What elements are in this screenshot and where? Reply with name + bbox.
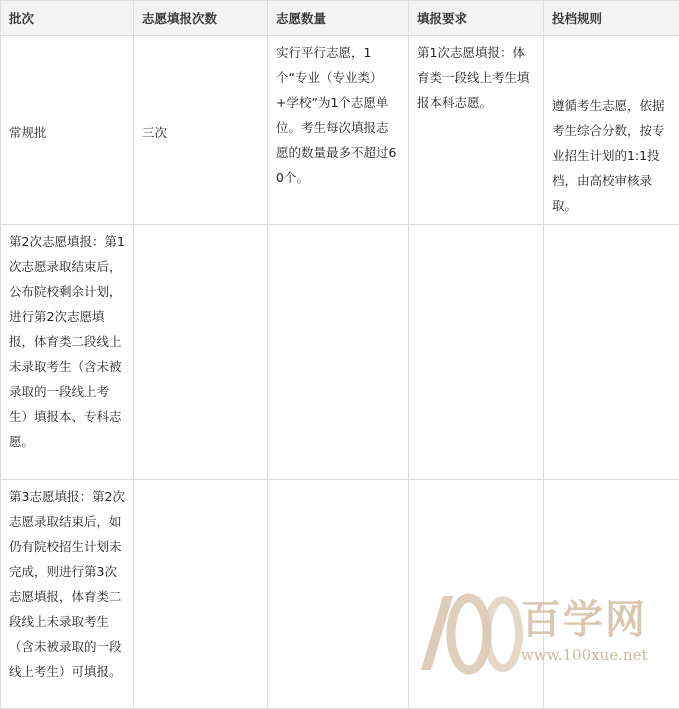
cell-submission-rule: 遵循考生志愿，依据考生综合分数，按专业招生计划的1:1投档，由高校审核录取。: [544, 36, 679, 225]
cell-empty: [409, 480, 544, 709]
table-header-row: [1, 1, 679, 36]
cell-empty: [134, 225, 268, 480]
cell-fill-requirement: 第1次志愿填报：体育类一段线上考生填报本科志愿。: [409, 36, 544, 225]
table-row: [1, 36, 679, 225]
cell-empty: [544, 225, 679, 480]
cell-volunteer-count: 实行平行志愿，1个“专业（专业类）+学校”为1个志愿单位。考生每次填报志愿的数量最多不超过60个。: [268, 36, 409, 225]
watermark-brand: 百学网: [521, 588, 647, 645]
cell-empty: [268, 480, 409, 709]
cell-second-round: 第2次志愿填报：第1次志愿录取结束后，公布院校剩余计划，进行第2次志愿填报，体育类二段线上未录取考生（含未被录取的一段线上考生）填报本、专科志愿。: [1, 225, 134, 480]
cell-batch: 常规批: [1, 36, 134, 225]
table-row: [1, 480, 679, 709]
header-volunteer-count: 志愿数量: [268, 1, 409, 36]
header-batch: 批次: [1, 1, 134, 36]
table-row: [1, 225, 679, 480]
cell-empty: [268, 225, 409, 480]
cell-empty: [544, 480, 679, 709]
header-fill-requirement: 填报要求: [409, 1, 544, 36]
header-fill-times: 志愿填报次数: [134, 1, 268, 36]
header-submission-rule: 投档规则: [544, 1, 679, 36]
cell-fill-times: 三次: [134, 36, 268, 225]
cell-empty: [134, 480, 268, 709]
cell-empty: [409, 225, 544, 480]
cell-third-round: 第3志愿填报：第2次志愿录取结束后，如仍有院校招生计划未完成，则进行第3次志愿填报，体育类二段线上未录取考生（含未被录取的一段线上考生）可填报。: [1, 480, 134, 709]
watermark-url: www.100xue.net: [521, 646, 647, 664]
